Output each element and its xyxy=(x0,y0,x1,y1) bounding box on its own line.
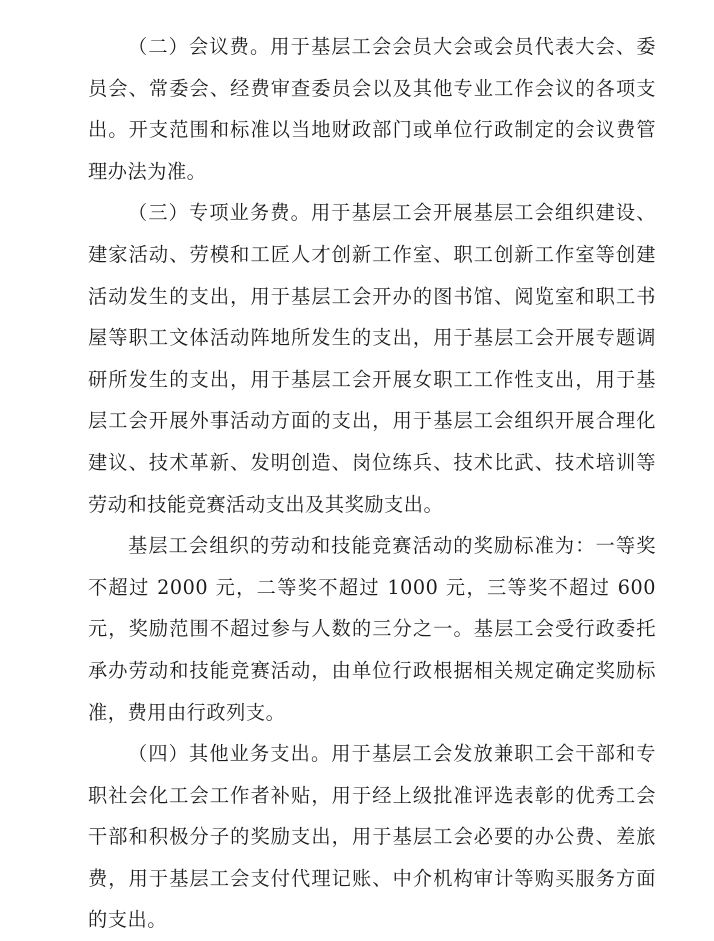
paragraph-other-business-expenses: （四）其他业务支出。用于基层工会发放兼职工会干部和专职社会化工会工作者补贴，用于经上级批准评选表彰的优秀工会干部和积极分子的奖励支出，用于基层工会必要的办公费、差旅费，用于基层工会支付代理记账、中介机构审计等购买服务方面的支出。 xyxy=(88,742,656,932)
paragraph-special-business-fee: （三）专项业务费。用于基层工会开展基层工会组织建设、建家活动、劳模和工匠人才创新工作室、职工创新工作室等创建活动发生的支出，用于基层工会开办的图书馆、阅览室和职工书屋等职工文体活动阵地所发生的支出，用于基层工会开展专题调研所发生的支出，用于基层工会开展女职工工作性支出，用于基层工会开展外事活动方面的支出，用于基层工会组织开展合理化建议、技术革新、发明创造、岗位练兵、技术比武、技术培训等劳动和技能竞赛活动支出及其奖励支出。 xyxy=(88,201,656,516)
paragraph-award-standards: 基层工会组织的劳动和技能竞赛活动的奖励标准为：一等奖不超过 2000 元，二等奖不超过 1000 元，三等奖不超过 600 元，奖励范围不超过参与人数的三分之一。基层工会受行政委托承办劳动和技能竞赛活动，由单位行政根据相关规定确定奖励标准，费用由行政列支。 xyxy=(88,534,656,724)
paragraph-meeting-fee: （二）会议费。用于基层工会会员大会或会员代表大会、委员会、常委会、经费审查委员会以及其他专业工作会议的各项支出。开支范围和标准以当地财政部门或单位行政制定的会议费管理办法为准。 xyxy=(88,35,656,183)
document-body xyxy=(88,26,656,941)
